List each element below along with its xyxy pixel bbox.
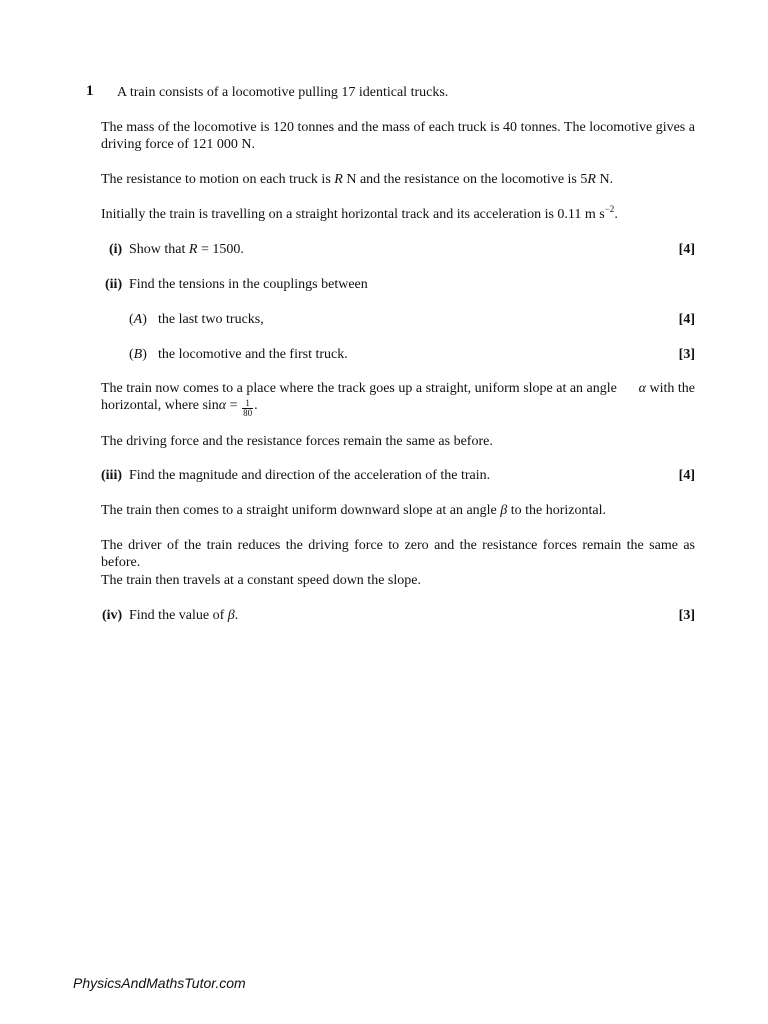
subpart-b xyxy=(101,346,695,363)
marks: [4] xyxy=(678,468,695,483)
marks: [3] xyxy=(678,608,695,623)
part-text: Find the tensions in the couplings between xyxy=(129,277,368,292)
part-label: (iii) xyxy=(101,468,122,483)
driver-paragraph: The driver of the train reduces the driving force to zero and the resistance forces remain the same as before. xyxy=(101,538,695,570)
part-text: Find the magnitude and direction of the acceleration of the train. xyxy=(129,468,491,483)
part-i xyxy=(101,241,695,258)
constant-speed-paragraph: The train then travels at a constant speed down the slope. xyxy=(101,573,421,588)
subpart-label: (A) xyxy=(129,312,147,327)
part-iii xyxy=(101,467,695,484)
subpart-a xyxy=(101,311,695,328)
subpart-text: the last two trucks, xyxy=(158,312,264,327)
slope-paragraph-line2: horizontal, where sinα = $\frac{1}{80}$ . xyxy=(101,398,258,418)
same-forces-paragraph: The driving force and the resistance forces remain the same as before. xyxy=(101,434,493,449)
fraction: $\frac{1}{80}$ xyxy=(243,398,253,418)
question-intro: A train consists of a locomotive pulling 17 identical trucks. xyxy=(117,85,449,100)
initial-paragraph: Initially the train is travelling on a straight horizontal track and its acceleration is 0.11 m $s^{-2}$. xyxy=(101,204,618,222)
part-label: (i) xyxy=(109,242,123,257)
marks: [4] xyxy=(678,312,695,327)
part-text: Show that R = 1500. xyxy=(129,242,244,257)
subpart-label: (B) xyxy=(129,347,147,362)
part-label: (ii) xyxy=(105,277,123,292)
question-number: 1 xyxy=(86,83,94,99)
marks: [3] xyxy=(678,347,695,362)
part-iv xyxy=(101,607,695,624)
marks: [4] xyxy=(678,242,695,257)
resistance-paragraph: The resistance to motion on each truck is R N and the resistance on the locomotive is 5R N. xyxy=(101,172,614,187)
slope-paragraph-line1: The train now comes to a place where the track goes up a straight, uniform slope at an angle α with the xyxy=(101,381,695,396)
mass-paragraph: The mass of the locomotive is 120 tonnes and the mass of each truck is 40 tonnes. The locomotive gives a driving force of 121 000 N. xyxy=(101,120,695,152)
part-ii xyxy=(101,276,695,293)
subpart-text: the locomotive and the first truck. xyxy=(158,347,348,362)
footer-site-name: PhysicsAndMathsTutor.com xyxy=(73,975,246,991)
part-text: Find the value of β. xyxy=(129,608,239,623)
downward-slope-paragraph: The train then comes to a straight uniform downward slope at an angle β to the horizontal. xyxy=(101,503,607,518)
part-label: (iv) xyxy=(102,608,123,623)
